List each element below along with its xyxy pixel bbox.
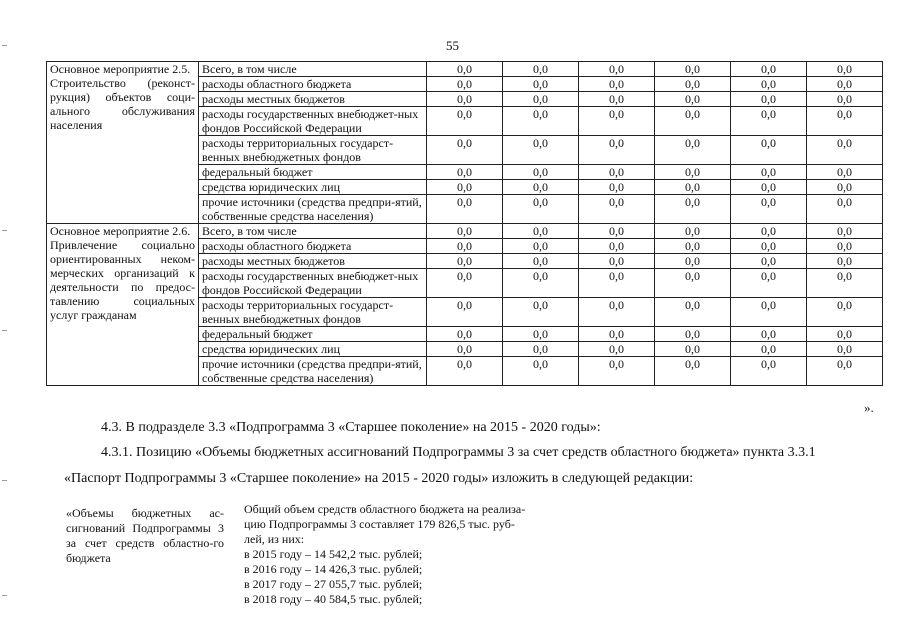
value-cell: 0,0	[503, 92, 579, 107]
value-cell: 0,0	[579, 357, 655, 386]
value-cell: 0,0	[731, 254, 807, 269]
value-cell: 0,0	[427, 357, 503, 386]
funding-source-cell: Всего, в том числе	[199, 224, 427, 239]
funding-source-cell: расходы местных бюджетов	[199, 254, 427, 269]
value-cell: 0,0	[427, 180, 503, 195]
value-cell: 0,0	[731, 62, 807, 77]
value-cell: 0,0	[807, 269, 883, 298]
funding-source-cell: прочие источники (средства предпри-ятий, собственные средства населения)	[199, 195, 427, 224]
value-cell: 0,0	[731, 107, 807, 136]
margin-tick	[2, 595, 7, 596]
value-cell: 0,0	[731, 136, 807, 165]
value-cell: 0,0	[503, 357, 579, 386]
value-cell: 0,0	[579, 239, 655, 254]
funding-source-cell: федеральный бюджет	[199, 165, 427, 180]
value-cell: 0,0	[655, 62, 731, 77]
value-cell: 0,0	[579, 180, 655, 195]
budget-amount-line: лей, из них:	[244, 532, 305, 546]
activity-name-cell	[47, 62, 199, 224]
budget-table-body	[47, 62, 883, 386]
value-cell: 0,0	[807, 92, 883, 107]
activity-name-line: Привлечение социально ориентированных неком-мерческих организаций к деятельности по предос-тавлению социальных услуг гражданам	[50, 238, 195, 322]
budget-amount-line: Общий объем средств областного бюджета на реализа-	[244, 502, 526, 516]
value-cell: 0,0	[655, 92, 731, 107]
value-cell: 0,0	[731, 180, 807, 195]
value-cell: 0,0	[731, 195, 807, 224]
value-cell: 0,0	[579, 62, 655, 77]
value-cell: 0,0	[655, 327, 731, 342]
value-cell: 0,0	[655, 254, 731, 269]
value-cell: 0,0	[655, 239, 731, 254]
value-cell: 0,0	[503, 239, 579, 254]
value-cell: 0,0	[579, 92, 655, 107]
paragraph-4-3-1-continued: «Паспорт Подпрограммы 3 «Старшее поколение» на 2015 - 2020 годы» изложить в следующей редакции:	[64, 471, 694, 486]
value-cell: 0,0	[655, 136, 731, 165]
value-cell: 0,0	[503, 180, 579, 195]
funding-source-cell: расходы территориальных государст-венных внебюджетных фондов	[199, 298, 427, 327]
funding-source-cell: расходы государственных внебюджет-ных фондов Российской Федерации	[199, 107, 427, 136]
value-cell: 0,0	[807, 224, 883, 239]
value-cell: 0,0	[807, 342, 883, 357]
value-cell: 0,0	[655, 269, 731, 298]
budget-amount-line: цию Подпрограммы 3 составляет 179 826,5 тыс. руб-	[244, 517, 515, 531]
value-cell: 0,0	[655, 224, 731, 239]
budget-amount-line: в 2018 году – 40 584,5 тыс. рублей;	[244, 592, 423, 606]
activity-name-line: Основное мероприятие 2.6.	[50, 224, 191, 238]
value-cell: 0,0	[427, 269, 503, 298]
funding-source-cell: средства юридических лиц	[199, 342, 427, 357]
value-cell: 0,0	[503, 254, 579, 269]
value-cell: 0,0	[579, 254, 655, 269]
value-cell: 0,0	[807, 327, 883, 342]
value-cell: 0,0	[503, 62, 579, 77]
value-cell: 0,0	[427, 165, 503, 180]
closing-quote: ».	[864, 400, 874, 415]
value-cell: 0,0	[427, 224, 503, 239]
paragraph-4-3: 4.3. В подразделе 3.3 «Подпрограмма 3 «Старшее поколение» на 2015 - 2020 годы»:	[101, 420, 601, 435]
value-cell: 0,0	[503, 77, 579, 92]
activity-name-line: Строительство (реконст-рукция) объектов соци-ального обслуживания населения	[50, 76, 195, 132]
value-cell: 0,0	[655, 107, 731, 136]
value-cell: 0,0	[655, 342, 731, 357]
funding-source-cell: расходы местных бюджетов	[199, 92, 427, 107]
value-cell: 0,0	[731, 224, 807, 239]
value-cell: 0,0	[807, 77, 883, 92]
value-cell: 0,0	[731, 342, 807, 357]
value-cell: 0,0	[427, 239, 503, 254]
value-cell: 0,0	[427, 254, 503, 269]
value-cell: 0,0	[655, 180, 731, 195]
funding-source-cell: расходы областного бюджета	[199, 239, 427, 254]
value-cell: 0,0	[579, 77, 655, 92]
value-cell: 0,0	[655, 298, 731, 327]
funding-source-cell: Всего, в том числе	[199, 62, 427, 77]
value-cell: 0,0	[731, 165, 807, 180]
budget-amount-line: в 2016 году – 14 426,3 тыс. рублей;	[244, 562, 423, 576]
funding-source-cell: расходы территориальных государст-венных внебюджетных фондов	[199, 136, 427, 165]
value-cell: 0,0	[503, 298, 579, 327]
margin-tick	[2, 480, 7, 481]
value-cell: 0,0	[503, 165, 579, 180]
value-cell: 0,0	[503, 195, 579, 224]
value-cell: 0,0	[579, 327, 655, 342]
value-cell: 0,0	[579, 269, 655, 298]
value-cell: 0,0	[807, 165, 883, 180]
value-cell: 0,0	[579, 107, 655, 136]
table-row	[47, 62, 883, 77]
value-cell: 0,0	[807, 136, 883, 165]
value-cell: 0,0	[579, 165, 655, 180]
value-cell: 0,0	[427, 77, 503, 92]
value-cell: 0,0	[807, 239, 883, 254]
value-cell: 0,0	[807, 180, 883, 195]
value-cell: 0,0	[503, 136, 579, 165]
value-cell: 0,0	[655, 195, 731, 224]
value-cell: 0,0	[579, 342, 655, 357]
value-cell: 0,0	[427, 92, 503, 107]
value-cell: 0,0	[427, 107, 503, 136]
passport-position-label: «Объемы бюджетных ас-сигнований Подпрограммы 3 за счет средств областно-го бюджета	[66, 506, 224, 565]
value-cell: 0,0	[807, 107, 883, 136]
budget-amount-line: в 2017 году – 27 055,7 тыс. рублей;	[244, 577, 423, 591]
value-cell: 0,0	[427, 327, 503, 342]
value-cell: 0,0	[807, 195, 883, 224]
value-cell: 0,0	[731, 77, 807, 92]
value-cell: 0,0	[807, 357, 883, 386]
value-cell: 0,0	[731, 92, 807, 107]
value-cell: 0,0	[579, 298, 655, 327]
value-cell: 0,0	[427, 298, 503, 327]
value-cell: 0,0	[655, 165, 731, 180]
value-cell: 0,0	[503, 224, 579, 239]
passport-position-value	[244, 502, 556, 607]
funding-source-cell: средства юридических лиц	[199, 180, 427, 195]
table-row	[47, 224, 883, 239]
budget-table	[46, 61, 883, 386]
value-cell: 0,0	[579, 136, 655, 165]
activity-name-line: Основное мероприятие 2.5.	[50, 62, 191, 76]
value-cell: 0,0	[655, 357, 731, 386]
margin-tick	[2, 230, 7, 231]
value-cell: 0,0	[655, 77, 731, 92]
funding-source-cell: прочие источники (средства предпри-ятий, собственные средства населения)	[199, 357, 427, 386]
paragraph-4-3-1: 4.3.1. Позицию «Объемы бюджетных ассигнований Подпрограммы 3 за счет средств областного бюджета» пункта 3.3.1	[101, 445, 816, 460]
value-cell: 0,0	[807, 254, 883, 269]
value-cell: 0,0	[731, 269, 807, 298]
value-cell: 0,0	[579, 195, 655, 224]
value-cell: 0,0	[427, 62, 503, 77]
value-cell: 0,0	[427, 136, 503, 165]
value-cell: 0,0	[503, 269, 579, 298]
value-cell: 0,0	[731, 239, 807, 254]
value-cell: 0,0	[503, 327, 579, 342]
value-cell: 0,0	[427, 342, 503, 357]
margin-tick	[2, 330, 7, 331]
value-cell: 0,0	[807, 62, 883, 77]
value-cell: 0,0	[579, 224, 655, 239]
budget-amount-line: в 2015 году – 14 542,2 тыс. рублей;	[244, 547, 423, 561]
activity-name-cell	[47, 224, 199, 386]
funding-source-cell: расходы областного бюджета	[199, 77, 427, 92]
value-cell: 0,0	[731, 298, 807, 327]
funding-source-cell: расходы государственных внебюджет-ных фондов Российской Федерации	[199, 269, 427, 298]
funding-source-cell: федеральный бюджет	[199, 327, 427, 342]
value-cell: 0,0	[503, 107, 579, 136]
value-cell: 0,0	[731, 327, 807, 342]
value-cell: 0,0	[427, 195, 503, 224]
value-cell: 0,0	[731, 357, 807, 386]
value-cell: 0,0	[503, 342, 579, 357]
page-number: 55	[446, 38, 459, 53]
value-cell: 0,0	[807, 298, 883, 327]
margin-tick	[2, 45, 7, 46]
